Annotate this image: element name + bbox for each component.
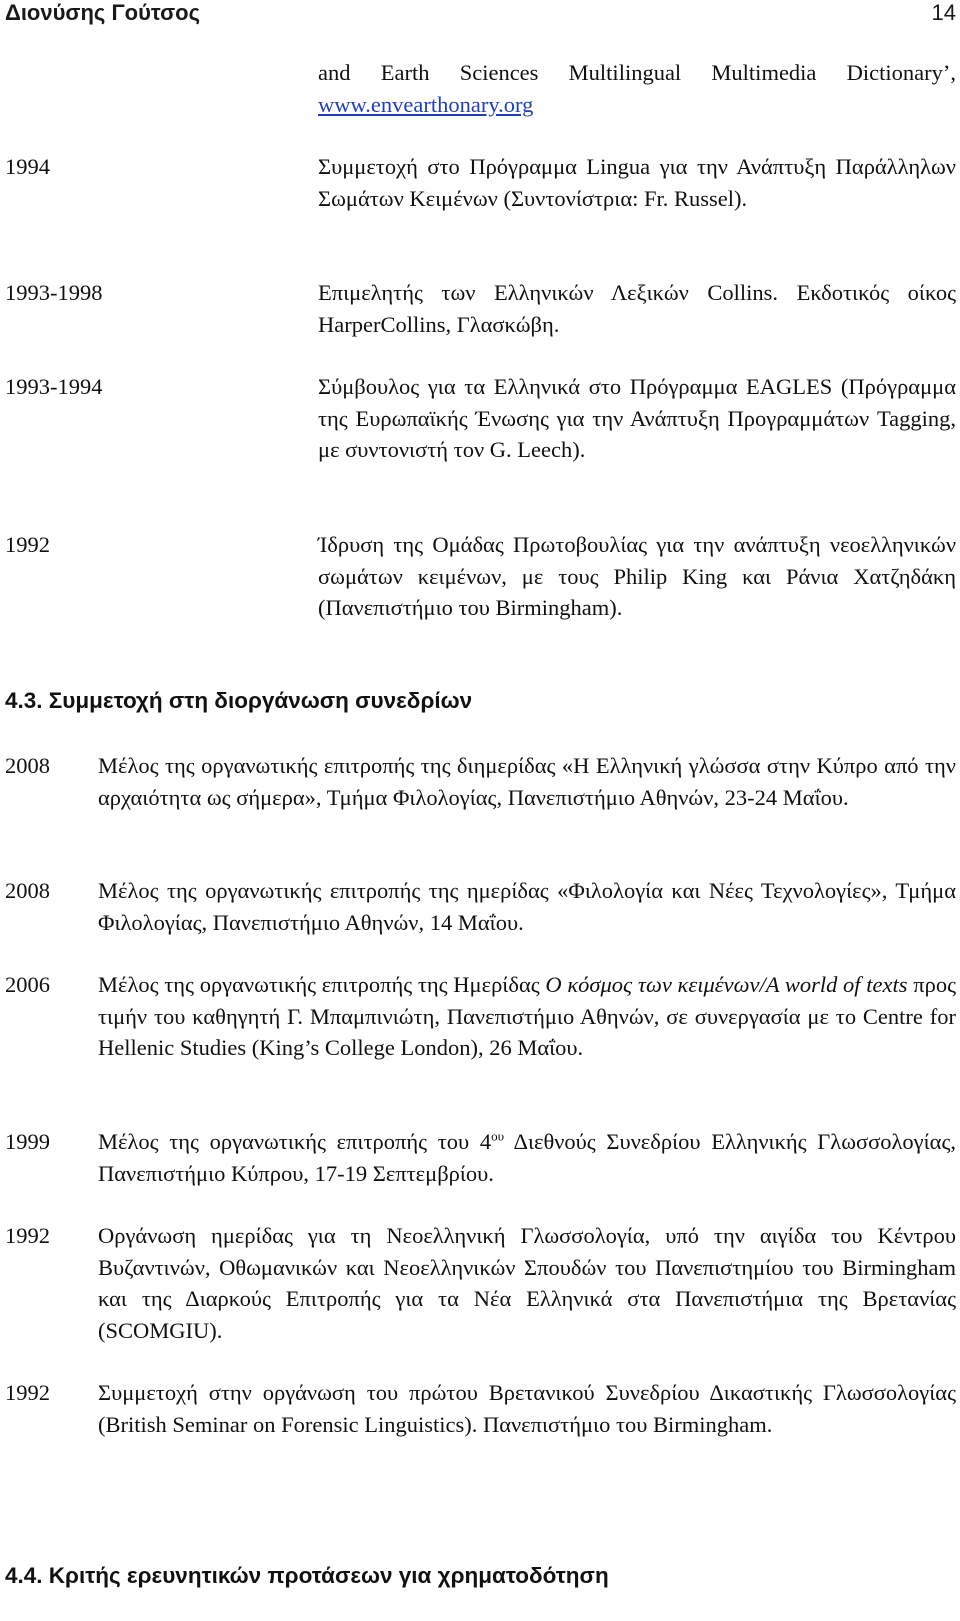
entry-year: 2008 [5, 753, 50, 778]
entry-year: 1999 [5, 1129, 50, 1154]
list-item [5, 875, 956, 938]
entry-text-start: Μέλος της οργανωτικής επιτροπής του 4 [98, 1129, 492, 1154]
entry-year: 1994 [5, 154, 50, 179]
list-item [5, 277, 956, 340]
entry-year: 2008 [5, 878, 50, 903]
entry-year: 1993-1998 [5, 280, 103, 305]
entry-text-end: Διεθνούς Συνεδρίου Ελληνικής Γλωσσολογίας, Πανεπιστήμιο Κύπρου, 17-19 Σεπτεμβρίου. [98, 1129, 956, 1186]
entry-text [98, 969, 956, 1064]
list-item [5, 371, 956, 466]
entry-text: Συμμετοχή στο Πρόγραμμα Lingua για την Ανάπτυξη Παράλληλων Σωμάτων Κειμένων (Συντονίστρια: Fr. Russel). [318, 154, 956, 211]
entry-text-end: προς τιμήν του καθηγητή Γ. Μπαμπινιώτη, Πανεπιστήμιο Αθηνών, σε συνεργασία με το Centre for Hellenic Studies (King’s College London), 26 Μαΐου. [98, 972, 956, 1060]
entry-text: Μέλος της οργανωτικής επιτροπής της ημερίδας «Φιλολογία και Νέες Τεχνολογίες», Τμήμα Φιλολογίας, Πανεπιστήμιο Αθηνών, 14 Μαΐου. [98, 878, 956, 935]
list-item [5, 151, 956, 214]
ordinal-superscript: ου [491, 1128, 505, 1144]
entry-year: 1993-1994 [5, 374, 103, 399]
entry-text [318, 57, 956, 120]
entry-year: 1992 [5, 532, 50, 557]
section-heading-4-3: 4.3. Συμμετοχή στη διοργάνωση συνεδρίων [5, 688, 473, 713]
list-item [5, 969, 956, 1064]
list-item [5, 1377, 956, 1440]
page-header [5, 0, 956, 28]
list-item [5, 1220, 956, 1346]
entry-text: Συμμετοχή στην οργάνωση του πρώτου Βρετανικού Συνεδρίου Δικαστικής Γλωσσολογίας (British Seminar on Forensic Linguistics). Πανεπιστήμιο του Birmingham. [98, 1380, 956, 1437]
continuation-text: and Earth Sciences Multilingual Multimedia Dictionary’, [318, 60, 956, 85]
list-item [5, 750, 956, 813]
entry-year: 1992 [5, 1223, 50, 1248]
author-name: Διονύσης Γούτσος [5, 0, 201, 25]
entry-year: 1992 [5, 1380, 50, 1405]
entry-text: Σύμβουλος για τα Ελληνικά στο Πρόγραμμα EAGLES (Πρόγραμμα της Ευρωπαϊκής Ένωσης για την Ανάπτυξη Προγραμμάτων Tagging, με συντονιστή τον G. Leech). [318, 374, 956, 462]
entry-text: Οργάνωση ημερίδας για τη Νεοελληνική Γλωσσολογία, υπό την αιγίδα του Κέντρου Βυζαντινών, Οθωμανικών και Νεοελληνικών Σπουδών του Πανεπιστημίου του Birmingham και της Διαρκούς Επιτροπής για τα Νέα Ελληνικά στα Πανεπιστήμια της Βρετανίας (SCOMGIU). [98, 1223, 956, 1343]
section-heading-4-4: 4.4. Κριτής ερευνητικών προτάσεων για χρηματοδότηση [5, 1563, 609, 1588]
page-number: 14 [931, 0, 956, 25]
entry-text-start: Μέλος της οργανωτικής επιτροπής της Ημερίδας [98, 972, 540, 997]
event-title: Ο κόσμος των κειμένων/A world of texts [545, 972, 908, 997]
entry-text: Ίδρυση της Ομάδας Πρωτοβουλίας για την ανάπτυξη νεοελληνικών σωμάτων κειμένων, με τους Philip King και Ράνια Χατζηδάκη (Πανεπιστήμιο του Birmingham). [318, 532, 956, 620]
entry-text: Μέλος της οργανωτικής επιτροπής της διημερίδας «Η Ελληνική γλώσσα στην Κύπρο από την αρχαιότητα ως σήμερα», Τμήμα Φιλολογίας, Πανεπιστήμιο Αθηνών, 23-24 Μαΐου. [98, 753, 956, 810]
dictionary-link[interactable]: www.envearthonary.org [318, 91, 534, 117]
continuation-entry [5, 57, 956, 120]
entry-year: 2006 [5, 972, 50, 997]
entry-text: Επιμελητής των Ελληνικών Λεξικών Collins. Εκδοτικός οίκος HarperCollins, Γλασκώβη. [318, 280, 956, 337]
entry-text [98, 1126, 956, 1189]
list-item [5, 529, 956, 624]
list-item [5, 1126, 956, 1189]
